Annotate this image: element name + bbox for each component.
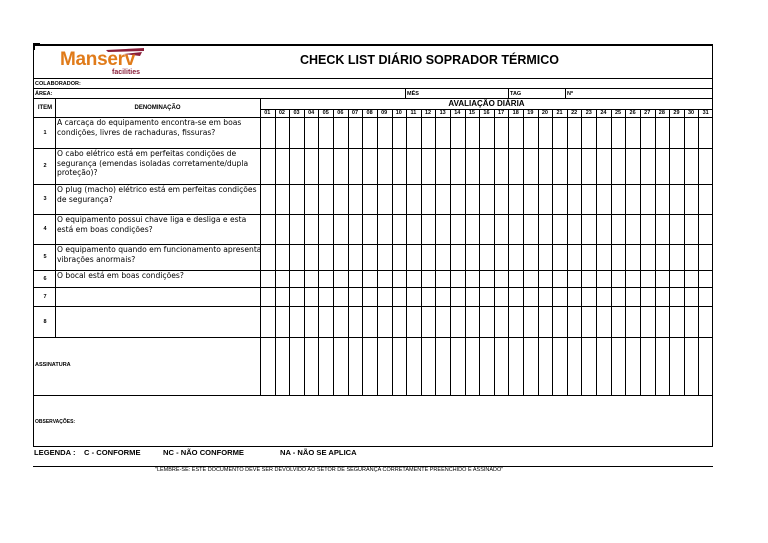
item-number: 2 [43, 163, 47, 169]
day-18-header: 18 [512, 110, 519, 116]
day-col-line [698, 109, 699, 395]
day-22-header: 22 [571, 110, 578, 116]
item-col-line [55, 99, 56, 337]
day-col-line [538, 109, 539, 395]
day-header-divider [260, 117, 713, 118]
item-number: 5 [43, 254, 47, 260]
item-description: O plug (macho) elétrico está em perfeitas condições de segurança? [57, 185, 257, 204]
colaborador-label: COLABORADOR: [35, 81, 81, 87]
day-23-header: 23 [585, 110, 592, 116]
day-17-header: 17 [498, 110, 505, 116]
day-15-header: 15 [468, 110, 475, 116]
document-title: CHECK LIST DIÁRIO SOPRADOR TÉRMICO [300, 53, 560, 67]
item-number: 6 [43, 275, 47, 282]
day-col-line [304, 109, 305, 395]
day-13-header: 13 [439, 110, 446, 116]
item-description: A carcaça do equipamento encontra-se em boas condições, livres de rachaduras, fissuras? [57, 118, 242, 137]
day-03-header: 03 [293, 110, 300, 116]
item-number: 4 [43, 226, 47, 232]
day-30-header: 30 [688, 110, 695, 116]
item-number: 1 [43, 129, 47, 136]
divider [508, 88, 509, 98]
day-08-header: 08 [366, 110, 373, 116]
divider [33, 78, 713, 79]
day-col-line [567, 109, 568, 395]
item-number: 8 [43, 318, 47, 325]
day-31-header: 31 [702, 110, 709, 116]
day-09-header: 09 [381, 110, 388, 116]
day-col-line [275, 109, 276, 395]
day-col-line [494, 109, 495, 395]
day-col-line [596, 109, 597, 395]
divider [33, 88, 713, 89]
day-06-header: 06 [337, 110, 344, 116]
day-19-header: 19 [527, 110, 534, 116]
day-col-line [611, 109, 612, 395]
legend-prefix: LEGENDA : [34, 448, 76, 457]
day-29-header: 29 [673, 110, 680, 116]
legend-nao-conforme: NC - NÃO CONFORME [163, 448, 244, 457]
item-description: O bocal está em boas condições? [57, 271, 184, 280]
day-col-line [581, 109, 582, 395]
company-logo [56, 46, 152, 78]
tag-label: TAG [510, 91, 522, 97]
day-28-header: 28 [658, 110, 665, 116]
day-col-line [625, 109, 626, 395]
legend-nao-se-aplica: NA - NÃO SE APLICA [280, 448, 357, 457]
legend-conforme: C - CONFORME [84, 448, 141, 457]
observacoes-label: OBSERVAÇÕES: [35, 419, 76, 425]
day-col-line [465, 109, 466, 395]
day-col-line [669, 109, 670, 395]
divider [565, 88, 566, 98]
day-25-header: 25 [614, 110, 622, 116]
item-description: O equipamento quando em funcionamento apresenta vibrações anormais? [57, 245, 262, 264]
day-col-line [392, 109, 393, 395]
day-col-line [450, 109, 451, 395]
logo-brand: Manserv [60, 49, 135, 70]
day-02-header: 02 [278, 110, 285, 116]
day-col-line [377, 109, 378, 395]
day-14-header: 14 [454, 110, 461, 116]
day-05-header: 05 [322, 110, 329, 116]
row-divider [33, 395, 713, 396]
day-col-line [333, 109, 334, 395]
day-01-header: 01 [264, 110, 271, 116]
col-avaliacao-header: AVALIAÇÃO DIÁRIA [448, 99, 525, 108]
day-04-header: 04 [308, 110, 315, 116]
divider [405, 88, 406, 98]
col-denominacao-header: DENOMINAÇÃO [134, 105, 181, 111]
area-label: ÁREA: [35, 91, 53, 97]
col-item-header: ITEM [37, 105, 53, 111]
mes-label: MÊS [407, 91, 419, 97]
day-col-line [289, 109, 290, 395]
logo-sub: facilities [112, 69, 141, 76]
day-col-line [362, 109, 363, 395]
day-07-header: 07 [351, 110, 359, 116]
day-12-header: 12 [424, 110, 432, 116]
day-10-header: 10 [395, 110, 402, 116]
numero-label: Nº [567, 91, 573, 97]
day-col-line [655, 109, 656, 395]
footer-note: "LEMBRE-SE: ESTE DOCUMENTO DEVE SER DEVOLVIDO AO SETOR DE SEGURANÇA CORRETAMENTE PREENCHIDO E ASSINADO" [155, 467, 504, 473]
day-21-header: 21 [556, 110, 563, 116]
day-col-line [318, 109, 319, 395]
day-col-line [640, 109, 641, 395]
day-col-line [552, 109, 553, 395]
item-description: O cabo elétrico está em perfeitas condições de segurança (emendas isoladas corretamente/dupla proteção)? [57, 149, 249, 177]
day-24-header: 24 [600, 110, 607, 116]
day-27-header: 27 [644, 110, 651, 116]
day-col-line [479, 109, 480, 395]
assinatura-label: ASSINATURA [35, 362, 71, 368]
item-number: 3 [43, 196, 47, 202]
day-col-line [421, 109, 422, 395]
item-number: 7 [43, 293, 47, 300]
day-col-line [684, 109, 685, 395]
day-col-line [508, 109, 509, 395]
item-description: O equipamento possui chave liga e desliga e esta está em boas condições? [57, 215, 247, 234]
day-col-line [348, 109, 349, 395]
day-20-header: 20 [541, 110, 548, 116]
day-11-header: 11 [410, 110, 417, 116]
day-col-line [406, 109, 407, 395]
day-26-header: 26 [629, 110, 636, 116]
day-col-line [523, 109, 524, 395]
day-col-line [435, 109, 436, 395]
day-16-header: 16 [483, 110, 490, 116]
